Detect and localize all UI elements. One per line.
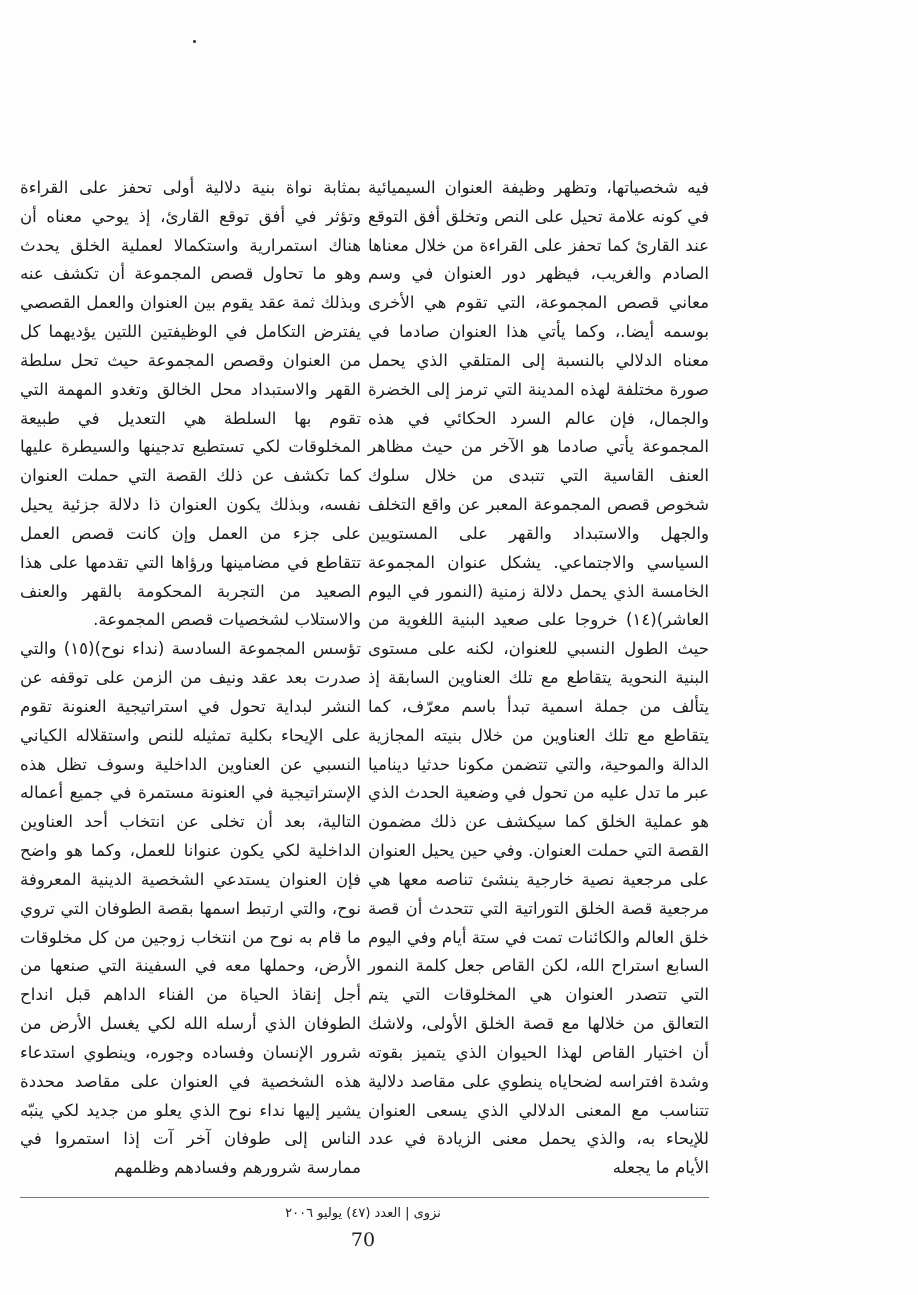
- left-column-paragraph-1: بمثابة نواة بنية دلالية أولى تحفز على القراءة وتؤثر في أفق توقع القارئ، إذ يوحي معناه أن هناك استمرارية واستكمالا لعملية الخلق يحدث وهو ما تحاول قصص المجموعة أن تكشف عنه وبذلك ثمة عقد يقوم بين العنوان والعمل القصصي يفترض التكامل في الوظيفتين اللتين يؤديهما كل من العنوان وقصص المجموعة حيث تحل سلطة القهر والاستبداد محل الخالق وتغدو المهمة التي تقوم بها السلطة هي التعديل في طبيعة المخلوقات لكي تستطيع تدجينها والسيطرة عليها كما تكشف عن ذلك القصة التي حملت العنوان نفسه، وبذلك يكون العنوان ذا دلالة جزئية يحيل على جزء من العمل وإن كانت قصص العمل تتقاطع في مضامينها ورؤاها التي تقدمها على هذا الصعيد من التجربة المحكومة بالقهر والعنف والاستلاب لشخصيات قصص المجموعة.: [20, 178, 361, 630]
- left-text-column: [20, 174, 361, 1183]
- left-column-paragraph-2: تؤسس المجموعة السادسة (نداء نوح)(١٥) والتي صدرت بعد عقد ونيف من الزمن على توقفه عن النشر لبداية تحول في استراتيجية العنونة تقوم على الإيحاء بكلية تمثيله للنص واستقلاله الكياني النسبي عن العناوين الداخلية وسوف تظل هذه الإستراتيجية في العنونة مستمرة في جميع أعماله التالية، بعد أن تخلى عن انتخاب أحد العناوين الداخلية لكي يكون عنوانا للعمل، وكما هو واضح فإن العنوان يستدعي الشخصية الدينية المعروفة نوح، والتي ارتبط اسمها بقصة الطوفان التي تروي ما قام به نوح من انتخاب زوجين من كل مخلوقات الأرض، وحملها معه في السفينة التي صنعها من أجل إنقاذ الحياة من الفناء الداهم قبل انداح الطوفان الذي أرسله الله لكي يغسل الأرض من شرور الإنسان وفساده وجوره، وينطوي استدعاء هذه الشخصية في العنوان على مقاصد محددة يشير إليها نداء نوح الذي يعلو من جديد لكي ينبّه الناس إلى طوفان آخر آت إذا استمروا في ممارسة شرورهم وفسادهم وظلمهم: [20, 639, 361, 1178]
- page-number: 70: [350, 1229, 376, 1251]
- right-text-column: [368, 174, 709, 1183]
- right-column-paragraph-1: فيه شخصياتها، وتظهر وظيفة العنوان السيميائية في كونه علامة تحيل على النص وتخلق أفق التوقع عند القارئ كما تحفز على القراءة من خلال معناها الصادم والغريب، فيظهر دور العنوان في وسم معاني قصص المجموعة، التي تقوم هي الأخرى بوسمه أيضا.، وكما يأتي هذا العنوان صادما في معناه الدلالي بالنسبة إلى المتلقي الذي يحمل صورة مختلفة لهذه المدينة التي ترمز إلى الخضرة والجمال، فإن عالم السرد الحكائي في هذه المجموعة يأتي صادما هو الآخر من حيث مظاهر العنف القاسية التي تتبدى من خلال سلوك شخوص قصص المجموعة المعبر عن واقع التخلف والجهل والاستبداد والقهر على المستويين السياسي والاجتماعي. يشكل عنوان المجموعة الخامسة الذي يحمل دلالة زمنية (النمور في اليوم العاشر)(١٤) خروجا على صعيد البنية اللغوية من حيث الطول النسبي للعنوان، لكنه على مستوى البنية النحوية يتقاطع مع تلك العناوين السابقة إذ يتألف من جملة اسمية تبدأ باسم معرّف، كما يتقاطع مع تلك العناوين من خلال بنيته المجازية الدالة والموحية، والتي تتضمن مكونا حدثيا ديناميا عبر ما تدل عليه من تحول في وضعية الحدث الذي هو عملية الخلق كما سيكشف عن ذلك مضمون القصة التي حملت العنوان. وفي حين يحيل العنوان على مرجعية نصية خارجية ينشئ تناصه معها هي مرجعية قصة الخلق التوراتية التي تتحدث أن قصة خلق العالم والكائنات تمت في ستة أيام وفي اليوم السابع استراح الله، لكن القاص جعل كلمة النمور التي تتصدر العنوان هي المخلوقات التي يتم التعالق من خلالها مع قصة الخلق الأولى، ولاشك أن اختيار القاص لهذا الحيوان الذي يتميز بقوته وشدة افتراسه لضحاياه ينطوي على مقاصد دلالية تتناسب مع المعنى الدلالي الذي يسعى العنوان للإيحاء به، والذي يحمل معنى الزيادة في عدد الأيام ما يجعله: [368, 178, 709, 1178]
- print-speck: [193, 40, 196, 43]
- footer-divider: [20, 1197, 709, 1198]
- footer-issue-line: نزوى | العدد (٤٧) يوليو ٢٠٠٦: [285, 1206, 441, 1221]
